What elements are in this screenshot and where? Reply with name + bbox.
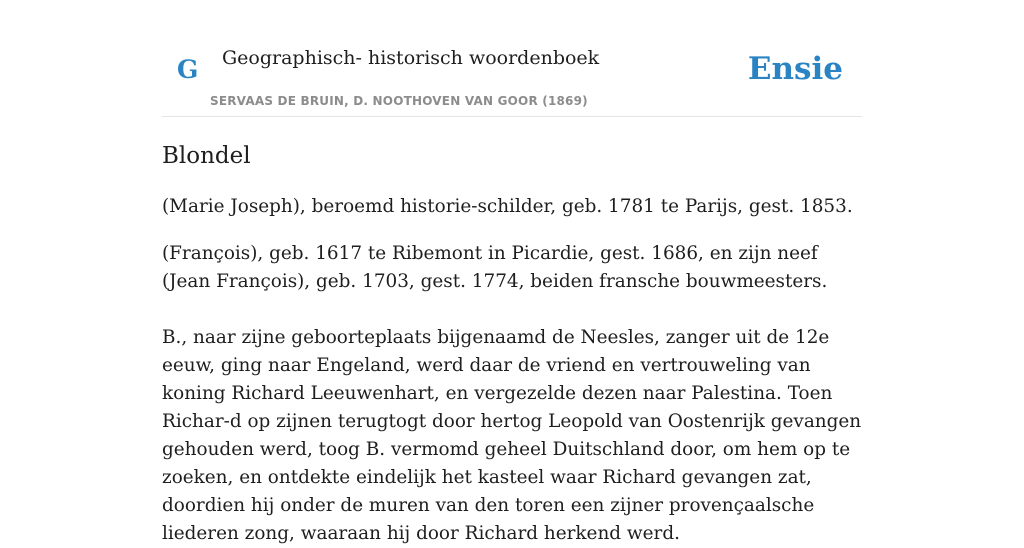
book-author: SERVAAS DE BRUIN, D. NOOTHOVEN VAN GOOR (1869) (210, 94, 588, 108)
book-header (162, 0, 862, 117)
entry-title: Blondel (162, 143, 251, 169)
book-title[interactable]: Geographisch- historisch woordenboek (222, 47, 600, 69)
entry-paragraph: (Marie Joseph), beroemd historie-schilder, geb. 1781 te Parijs, gest. 1853. (162, 196, 853, 217)
content-container (162, 0, 862, 548)
entry-paragraph: B., naar zijne geboorteplaats bijgenaamd de Neesles, zanger uit de 12e eeuw, ging naar Engeland, werd daar de vriend en vertrouweling van koning Richard Leeuwenhart, en vergezelde dezen naar Palestina. Toen Richar-d op zijnen terugtogt door hertog Leopold van Oostenrijk gevangen gehouden werd, toog B. vermomd geheel Duitschland door, om hem op te zoeken, en ontdekte eindelijk het kasteel waar Richard gevangen zat, doordien hij onder de muren van den toren een zijner provençaalsche liederen zong, waaraan hij door Richard herkend werd. (162, 327, 862, 544)
entry-body (162, 193, 862, 548)
book-logo[interactable]: G (177, 55, 199, 84)
entry-paragraph: (François), geb. 1617 te Ribemont in Picardie, gest. 1686, en zijn neef (Jean François), geb. 1703, gest. 1774, beiden fransche bouwmeesters. (162, 243, 828, 292)
ensie-logo[interactable]: Ensie (747, 51, 843, 87)
